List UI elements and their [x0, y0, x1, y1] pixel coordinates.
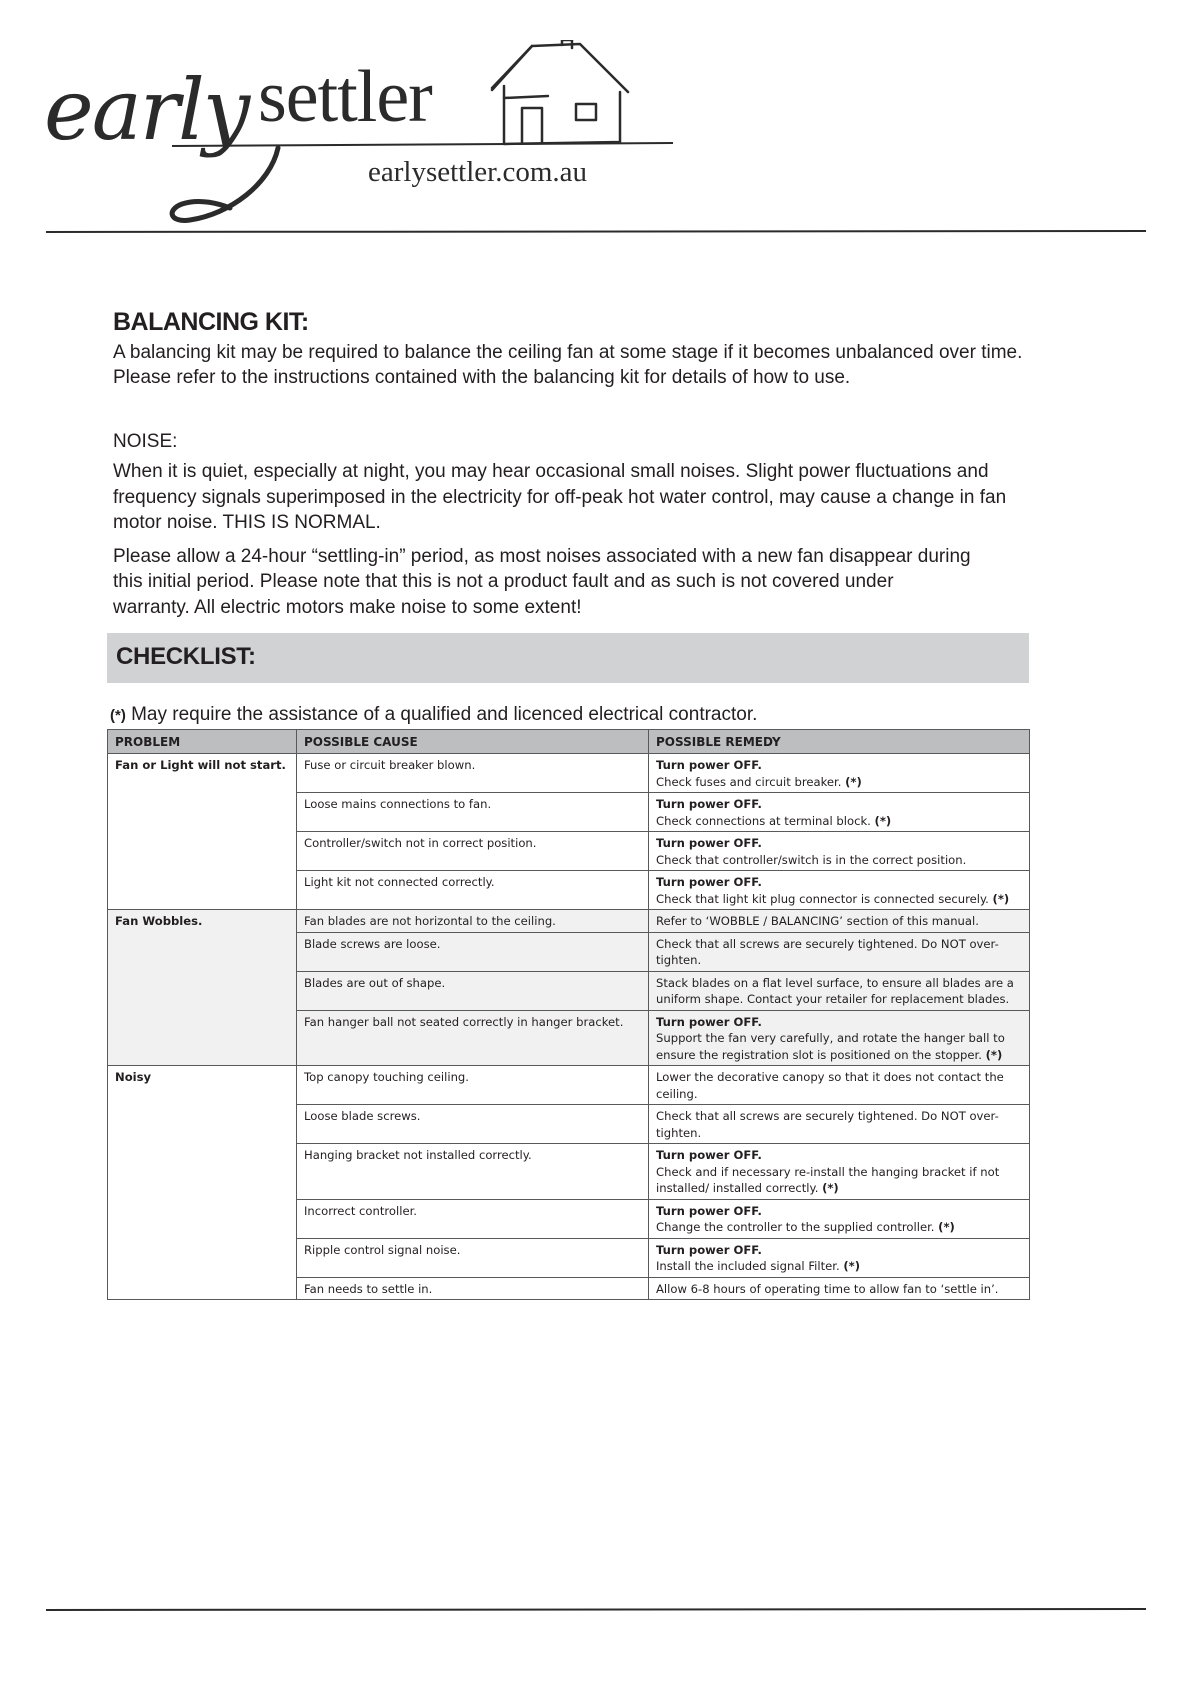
remedy-cell	[649, 1105, 1030, 1144]
remedy-cell	[649, 793, 1030, 832]
noise-paragraph-2: Please allow a 24-hour “settling-in” period, as most noises associated with a new fan disappear during this initial period. Please note that this is not a product fault and as such is not covered under warranty. All electric motors make noise to some extent!	[113, 545, 971, 618]
cause-cell: Ripple control signal noise.	[297, 1238, 649, 1277]
remedy-cell	[649, 1277, 1030, 1300]
remedy-cell	[649, 1066, 1030, 1105]
brand-logo	[40, 40, 640, 200]
table-row	[108, 1066, 1030, 1105]
remedy-text: Lower the decorative canopy so that it does not contact the ceiling.	[656, 1070, 1004, 1101]
cause-cell: Incorrect controller.	[297, 1199, 649, 1238]
troubleshooting-table	[107, 729, 1030, 1300]
remedy-text: Check and if necessary re-install the hanging bracket if not installed/ installed correctly.	[656, 1164, 1000, 1195]
problem-cell: Noisy	[108, 1066, 297, 1300]
column-header-problem: PROBLEM	[108, 730, 297, 754]
cause-cell: Loose mains connections to fan.	[297, 793, 649, 832]
remedy-text: Check that controller/switch is in the correct position.	[656, 852, 967, 867]
logo-script-word: early	[44, 61, 249, 159]
remedy-text: Check that all screws are securely tightened. Do NOT over-tighten.	[656, 1109, 999, 1140]
contractor-marker: (*)	[938, 1220, 955, 1234]
column-header-cause: POSSIBLE CAUSE	[297, 730, 649, 754]
noise-heading: NOISE:	[113, 431, 178, 452]
note-marker: (*)	[110, 707, 126, 724]
top-divider	[46, 229, 1146, 235]
balancing-kit-heading: BALANCING KIT:	[113, 308, 309, 336]
cause-cell: Controller/switch not in correct position.	[297, 832, 649, 871]
cause-cell: Fuse or circuit breaker blown.	[297, 754, 649, 793]
cause-cell: Fan hanger ball not seated correctly in hanger bracket.	[297, 1010, 649, 1066]
logo-swoosh-icon	[160, 144, 310, 228]
remedy-cell	[649, 1010, 1030, 1066]
remedy-title: Turn power OFF.	[656, 836, 762, 850]
table-header-row	[108, 730, 1030, 754]
house-icon	[488, 40, 638, 150]
remedy-text: Allow 6-8 hours of operating time to allow fan to ‘settle in’.	[656, 1281, 999, 1296]
column-header-remedy: POSSIBLE REMEDY	[649, 730, 1030, 754]
contractor-marker: (*)	[874, 813, 892, 828]
remedy-cell	[649, 832, 1030, 871]
remedy-cell	[649, 871, 1030, 910]
remedy-text: Check that light kit plug connector is connected securely.	[656, 891, 989, 906]
cause-cell: Blades are out of shape.	[297, 971, 649, 1010]
table-body	[108, 754, 1030, 1300]
cause-cell: Blade screws are loose.	[297, 932, 649, 971]
checklist-heading-bar	[107, 633, 1029, 683]
intro-section	[113, 304, 1033, 620]
remedy-cell	[649, 1238, 1030, 1277]
remedy-text: Change the controller to the supplied controller.	[656, 1220, 935, 1234]
contractor-marker: (*)	[985, 1047, 1003, 1062]
logo-url: earlysettler.com.au	[368, 156, 588, 188]
cause-cell: Hanging bracket not installed correctly.	[297, 1144, 649, 1200]
remedy-title: Turn power OFF.	[656, 875, 762, 889]
remedy-text: Refer to ‘WOBBLE / BALANCING’ section of this manual.	[656, 914, 979, 928]
contractor-marker: (*)	[992, 891, 1010, 906]
balancing-kit-text: A balancing kit may be required to balance the ceiling fan at some stage if it becomes unbalanced over time. Please refer to the instructions contained with the balancing kit for details of how to use.	[113, 342, 1023, 388]
remedy-text: Support the fan very carefully, and rotate the hanger ball to ensure the registration slot is positioned on the stopper.	[656, 1031, 1005, 1062]
remedy-title: Turn power OFF.	[656, 758, 762, 772]
noise-paragraph-1: When it is quiet, especially at night, you may hear occasional small noises. Slight power fluctuations and frequency signals superimposed in the electricity for off-peak hot water control, may cause a change in fan motor noise. THIS IS NORMAL.	[113, 461, 1007, 533]
remedy-title: Turn power OFF.	[656, 1203, 762, 1218]
checklist-note	[110, 703, 757, 728]
logo-word: settler	[258, 56, 432, 138]
contractor-marker: (*)	[822, 1181, 839, 1195]
remedy-text: Stack blades on a flat level surface, to ensure all blades are a uniform shape. Contact your retailer for replacement blades.	[656, 975, 1014, 1006]
remedy-cell	[649, 971, 1030, 1010]
remedy-cell	[649, 910, 1030, 933]
remedy-title: Turn power OFF.	[656, 1014, 762, 1029]
cause-cell: Fan needs to settle in.	[297, 1277, 649, 1300]
bottom-divider	[46, 1607, 1146, 1613]
remedy-title: Turn power OFF.	[656, 797, 762, 811]
remedy-text: Install the included signal Filter.	[656, 1259, 840, 1273]
cause-cell: Top canopy touching ceiling.	[297, 1066, 649, 1105]
remedy-text: Check connections at terminal block.	[656, 813, 871, 828]
checklist-heading: CHECKLIST:	[116, 643, 256, 670]
remedy-title: Turn power OFF.	[656, 1148, 762, 1162]
contractor-marker: (*)	[845, 774, 862, 789]
remedy-cell	[649, 1144, 1030, 1200]
remedy-text: Check that all screws are securely tightened. Do NOT over-tighten.	[656, 936, 999, 967]
cause-cell: Light kit not connected correctly.	[297, 871, 649, 910]
problem-cell: Fan Wobbles.	[108, 910, 297, 1066]
remedy-title: Turn power OFF.	[656, 1242, 762, 1257]
note-text: May require the assistance of a qualified and licenced electrical contractor.	[131, 704, 758, 725]
problem-cell: Fan or Light will not start.	[108, 754, 297, 910]
remedy-text: Check fuses and circuit breaker.	[656, 774, 842, 789]
table-row	[108, 754, 1030, 793]
remedy-cell	[649, 1199, 1030, 1238]
cause-cell: Loose blade screws.	[297, 1105, 649, 1144]
remedy-cell	[649, 754, 1030, 793]
contractor-marker: (*)	[843, 1259, 861, 1273]
table-row	[108, 910, 1030, 933]
cause-cell: Fan blades are not horizontal to the ceiling.	[297, 910, 649, 933]
remedy-cell	[649, 932, 1030, 971]
